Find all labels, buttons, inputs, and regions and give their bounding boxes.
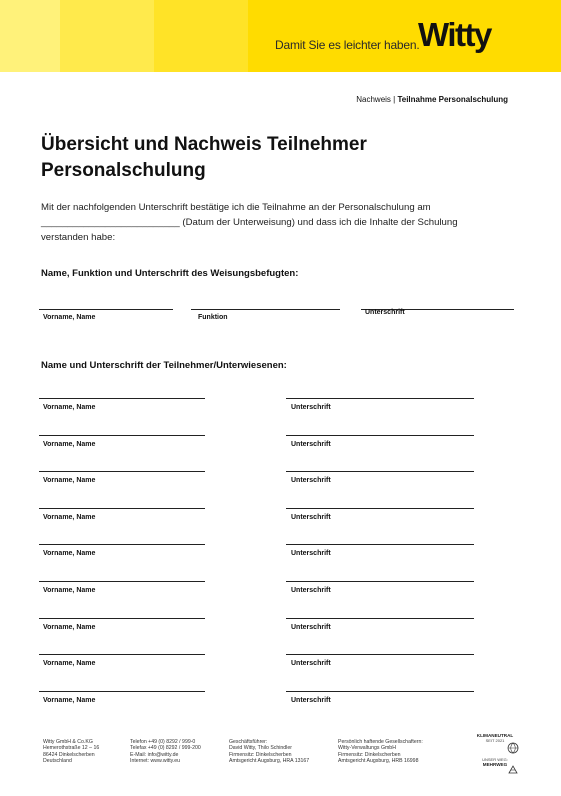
intro-line-1: Mit der nachfolgenden Unterschrift bestätige ich die Teilnahme an der Personalschulung am [41, 202, 431, 213]
badge-since-text: SEIT 2021 [485, 738, 505, 743]
breadcrumb-prefix: Nachweis | [356, 95, 398, 104]
participant-name-line[interactable] [39, 691, 205, 692]
participant-name-line[interactable] [39, 435, 205, 436]
participant-signature-label: Unterschrift [291, 624, 331, 631]
participant-signature-line[interactable] [286, 435, 474, 436]
footer-line: 86424 Dinkelscherben [43, 751, 95, 758]
participant-signature-line[interactable] [286, 654, 474, 655]
participant-name-label: Vorname, Name [43, 404, 96, 411]
badge-bottom-line2: MEHRWEG [482, 762, 508, 767]
footer-line: Persönlich haftende Gesellschaftern: [338, 739, 423, 745]
footer-line: Witty-Verwaltungs GmbH [338, 745, 396, 752]
page-title [41, 132, 461, 184]
participant-signature-line[interactable] [286, 508, 474, 509]
participant-signature-label: Unterschrift [291, 477, 331, 484]
participant-name-label: Vorname, Name [43, 624, 96, 631]
footer-line: Telefon +49 (0) 8292 / 999-0 [130, 739, 196, 745]
footer-line: Firmensitz: Dinkelscherben [338, 751, 401, 758]
participant-signature-label: Unterschrift [291, 550, 331, 557]
participant-name-line[interactable] [39, 581, 205, 582]
participant-name-line[interactable] [39, 618, 205, 619]
page-title-line2: Personalschulung [41, 160, 206, 181]
header-stripe-4 [248, 0, 561, 72]
breadcrumb [356, 95, 508, 104]
participant-signature-label: Unterschrift [291, 587, 331, 594]
header-stripe-1 [0, 0, 60, 72]
participant-name-line[interactable] [39, 398, 205, 399]
participant-signature-line[interactable] [286, 691, 474, 692]
recycle-icon [506, 764, 520, 776]
footer-line: Firmensitz: Dinkelscherben [229, 751, 292, 758]
badge-top-text: KLIMANEUTRAL [476, 733, 514, 738]
instructor-function-label: Funktion [198, 314, 228, 321]
participant-signature-line[interactable] [286, 544, 474, 545]
footer-line: Hemerothstraße 12 – 16 [43, 745, 100, 752]
climate-neutral-badge [465, 733, 525, 767]
instructor-name-label: Vorname, Name [43, 314, 96, 321]
participant-signature-label: Unterschrift [291, 660, 331, 667]
footer-line: Amtsgericht Augsburg, HRA 13167 [229, 757, 310, 764]
footer-line: Witty GmbH & Co.KG [43, 739, 93, 745]
participant-signature-line[interactable] [286, 398, 474, 399]
participant-name-label: Vorname, Name [43, 587, 96, 594]
header-slogan: Damit Sie es leichter haben. [275, 38, 420, 52]
instructor-heading: Name, Funktion und Unterschrift des Weisungsbefugten: [41, 268, 299, 279]
instructor-function-line[interactable] [191, 309, 340, 310]
instructor-name-line[interactable] [39, 309, 173, 310]
footer-line: Telefax +49 (0) 8292 / 999-200 [130, 745, 201, 752]
globe-icon [504, 742, 522, 754]
footer-line: E-Mail: info@witty.de [130, 751, 179, 758]
participant-name-line[interactable] [39, 471, 205, 472]
badge-bottom-line1: UNSER WEG: [482, 757, 508, 762]
participant-signature-line[interactable] [286, 471, 474, 472]
participant-signature-label: Unterschrift [291, 697, 331, 704]
participant-signature-label: Unterschrift [291, 441, 331, 448]
participant-name-line[interactable] [39, 654, 205, 655]
footer-line: Amtsgericht Augsburg, HRB 16998 [338, 757, 419, 764]
participant-name-label: Vorname, Name [43, 697, 96, 704]
footer-line: Deutschland [43, 757, 72, 764]
participants-heading: Name und Unterschrift der Teilnehmer/Unterwiesenen: [41, 360, 287, 371]
header-banner [0, 0, 561, 72]
breadcrumb-current: Teilnahme Personalschulung [397, 95, 508, 104]
participant-signature-line[interactable] [286, 618, 474, 619]
participant-signature-line[interactable] [286, 581, 474, 582]
participant-signature-label: Unterschrift [291, 514, 331, 521]
footer-management [229, 739, 309, 764]
participant-name-label: Vorname, Name [43, 550, 96, 557]
participant-name-line[interactable] [39, 508, 205, 509]
participant-name-label: Vorname, Name [43, 514, 96, 521]
footer-contact [130, 739, 201, 764]
footer-line: David Witty, Thilo Schindler [229, 745, 292, 752]
intro-line-3: verstanden habe: [41, 232, 116, 243]
footer-line: Internet: www.witty.eu [130, 757, 181, 764]
participant-name-label: Vorname, Name [43, 660, 96, 667]
participant-name-label: Vorname, Name [43, 441, 96, 448]
witty-logo: Witty [418, 16, 491, 53]
footer-company-address [43, 739, 99, 764]
instructor-signature-label: Unterschrift [365, 309, 405, 316]
footer-line: Geschäftsführer: [229, 739, 268, 745]
participant-name-line[interactable] [39, 544, 205, 545]
header-stripe-2 [60, 0, 154, 72]
participant-name-label: Vorname, Name [43, 477, 96, 484]
header-stripe-3 [154, 0, 248, 72]
footer-partner [338, 739, 423, 764]
intro-line-2: __________________________ (Datum der Unterweisung) und dass ich die Inhalte der Schulung [41, 217, 458, 228]
page-title-line1: Übersicht und Nachweis Teilnehmer [41, 134, 367, 155]
participant-signature-label: Unterschrift [291, 404, 331, 411]
intro-paragraph [41, 200, 501, 245]
